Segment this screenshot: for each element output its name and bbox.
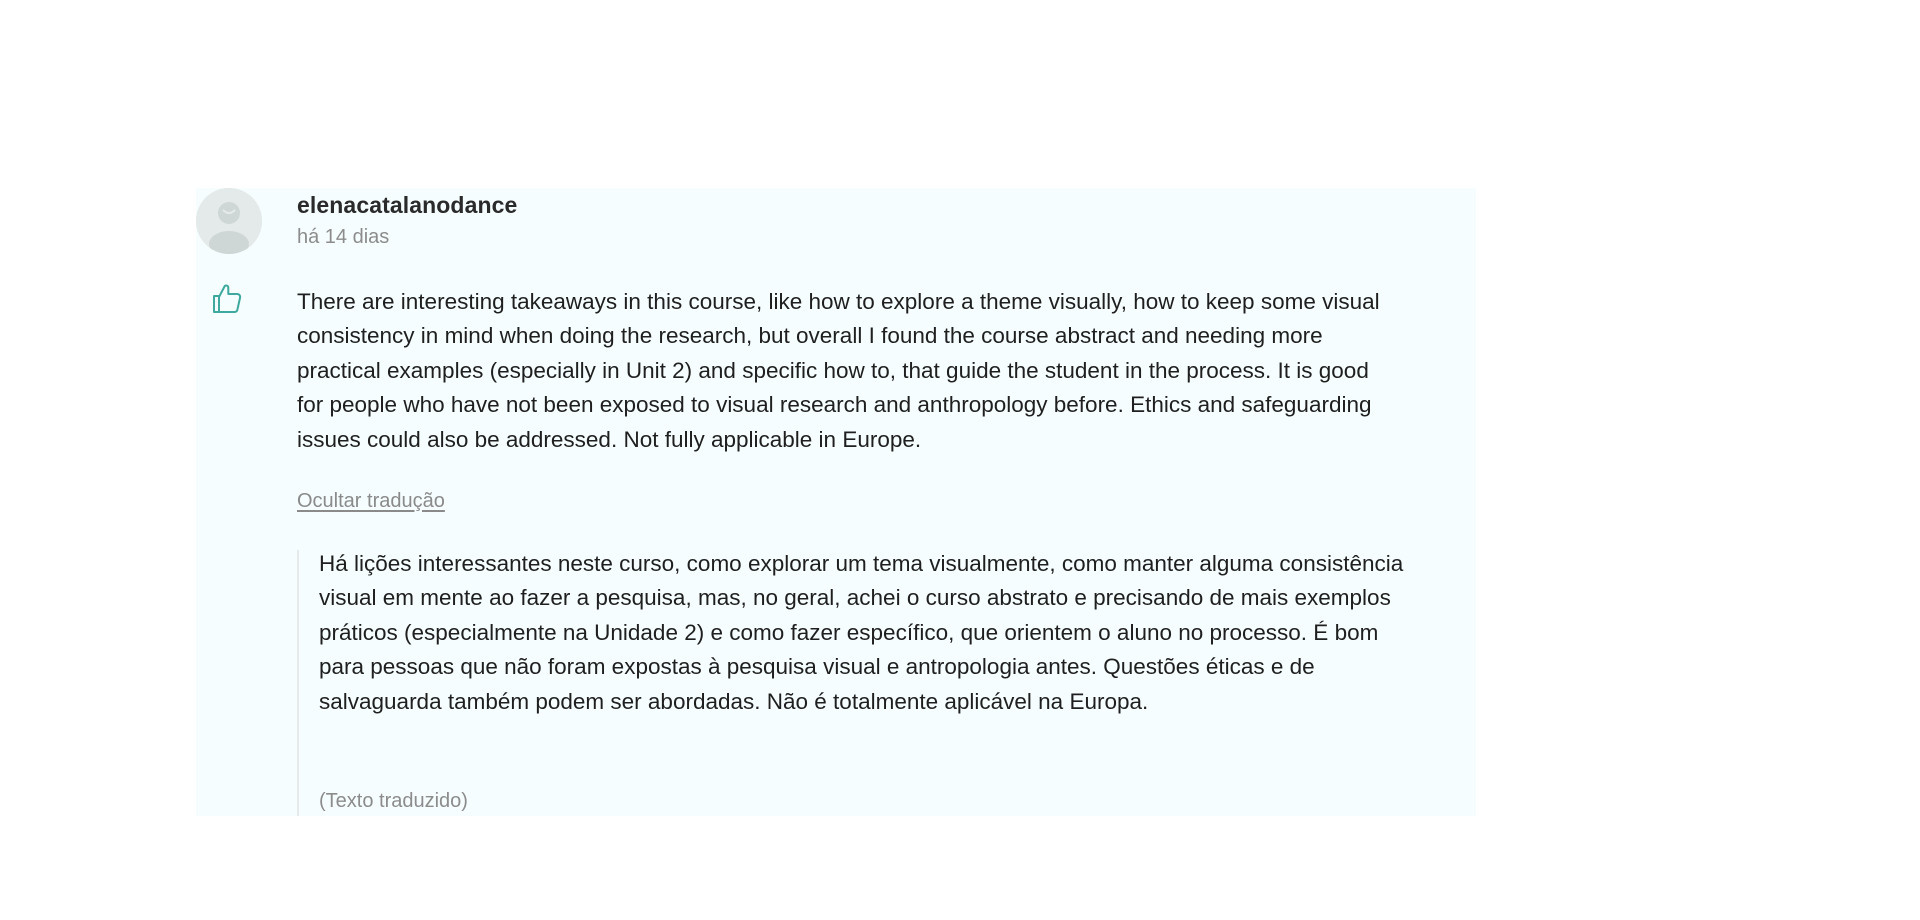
user-avatar-placeholder-icon[interactable]	[196, 188, 262, 254]
translation-block	[297, 550, 1407, 816]
translated-text-note: (Texto traduzido)	[319, 790, 468, 812]
thumbs-up-icon	[210, 281, 244, 315]
avatar-graphic	[196, 188, 262, 254]
review-author-name[interactable]: elenacatalanodance	[297, 192, 518, 218]
review-card	[196, 188, 1476, 816]
review-timestamp: há 14 dias	[297, 226, 390, 248]
hide-translation-link[interactable]: Ocultar tradução	[297, 490, 445, 512]
like-button[interactable]	[210, 281, 244, 315]
translated-review-text: Há lições interessantes neste curso, como explorar um tema visualmente, como manter alguma consistência visual em mente ao fazer a pesquisa, mas, no geral, achei o curso abstrato e precisando de mais exemplos práticos (especialmente na Unidade 2) e como fazer específico, que orientem o aluno no processo. É bom para pessoas que não foram expostas à pesquisa visual e antropologia antes. Questões éticas e de salvaguarda também podem ser abordadas. Não é totalmente aplicável na Europa.	[319, 551, 1404, 714]
review-text: There are interesting takeaways in this course, like how to explore a theme visually, how to keep some visual consistency in mind when doing the research, but overall I found the course abstract and needing more practical examples (especially in Unit 2) and specific how to, that guide the student in the process. It is good for people who have not been exposed to visual research and anthropology before. Ethics and safeguarding issues could also be addressed. Not fully applicable in Europe.	[297, 289, 1380, 452]
